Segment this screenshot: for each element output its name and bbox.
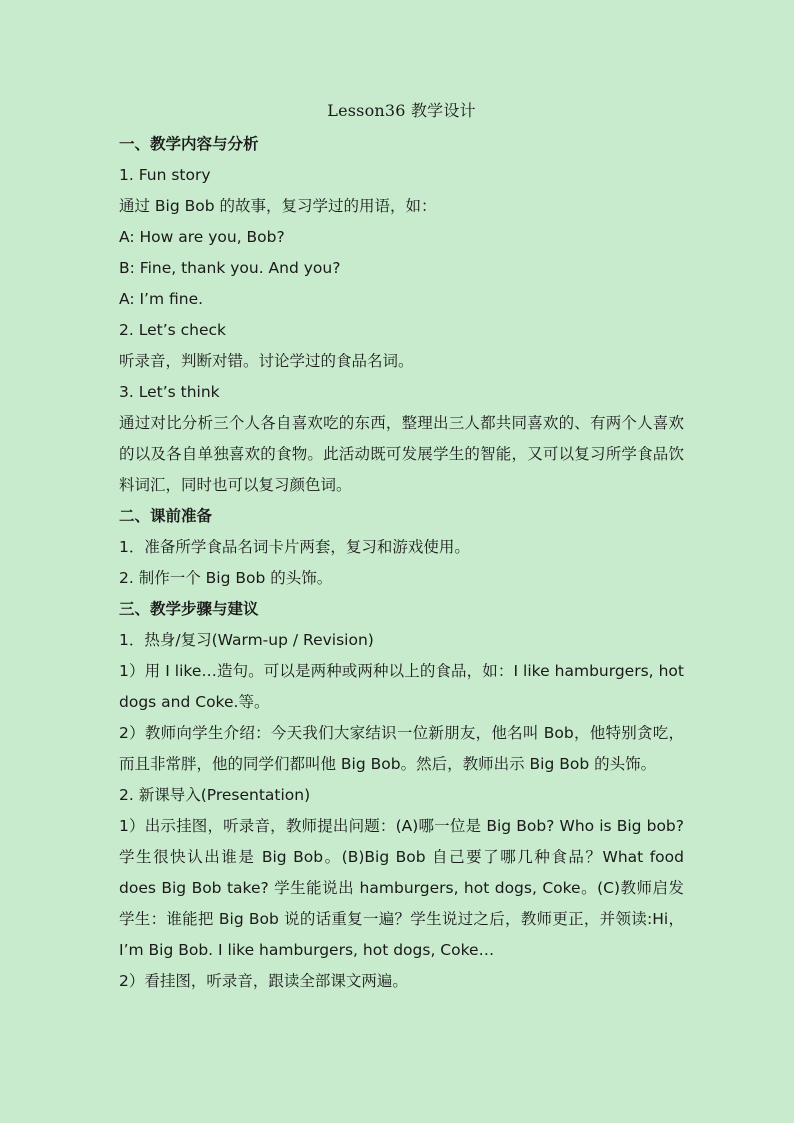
- item-lets-check-desc: 听录音，判断对错。讨论学过的食品名词。: [119, 352, 414, 370]
- item-lets-check-title: 2. Let’s check: [119, 321, 227, 339]
- document-page: [119, 98, 684, 997]
- step-warmup-p2: 2）教师向学生介绍：今天我们大家结识一位新朋友，他名叫 Bob，他特别贪吃，而且非常胖，他的同学们都叫他 Big Bob。然后，教师出示 Big Bob 的头饰。: [119, 724, 684, 773]
- step-warmup-p1: 1）用 I like…造句。可以是两种或两种以上的食品，如：I like hamburgers, hot dogs and Coke.等。: [119, 662, 684, 711]
- step-presentation-p1: 1）出示挂图，听录音，教师提出问题：(A)哪一位是 Big Bob? Who is Big bob?学生很快认出谁是 Big Bob。(B)Big Bob 自己要了哪几种食品？What food does Big Bob take? 学生能说出 hamburgers, hot dogs, Coke。(C)教师启发学生：谁能把 Big Bob 说的话重复一遍？学生说过之后，教师更正，并领读:Hi，I’m Big Bob. I like hamburgers, hot dogs, Coke…: [119, 817, 684, 959]
- step-presentation-title: 2. 新课导入(Presentation): [119, 786, 311, 804]
- item-fun-story-desc: 通过 Big Bob 的故事，复习学过的用语，如：: [119, 197, 437, 215]
- prep-item-headwear: 2. 制作一个 Big Bob 的头饰。: [119, 569, 333, 587]
- step-presentation-p2: 2）看挂图，听录音，跟读全部课文两遍。: [119, 972, 408, 990]
- section-heading-teaching-steps: 三、教学步骤与建议: [119, 600, 259, 618]
- step-warmup-title: 1．热身/复习(Warm-up / Revision): [119, 631, 374, 649]
- dialog-line-a2: A: I’m fine.: [119, 290, 204, 308]
- section-heading-preparation: 二、课前准备: [119, 507, 213, 525]
- dialog-line-b1: B: Fine, thank you. And you?: [119, 259, 341, 277]
- section-heading-content-analysis: 一、教学内容与分析: [119, 135, 259, 153]
- item-fun-story-title: 1. Fun story: [119, 166, 211, 184]
- item-lets-think-title: 3. Let’s think: [119, 383, 220, 401]
- item-lets-think-desc: 通过对比分析三个人各自喜欢吃的东西，整理出三人都共同喜欢的、有两个人喜欢的以及各自单独喜欢的食物。此活动既可发展学生的智能，又可以复习所学食品饮料词汇，同时也可以复习颜色词。: [119, 414, 684, 494]
- prep-item-cards: 1．准备所学食品名词卡片两套，复习和游戏使用。: [119, 538, 470, 556]
- document-title: Lesson36 教学设计: [327, 101, 476, 120]
- dialog-line-a1: A: How are you, Bob?: [119, 228, 285, 246]
